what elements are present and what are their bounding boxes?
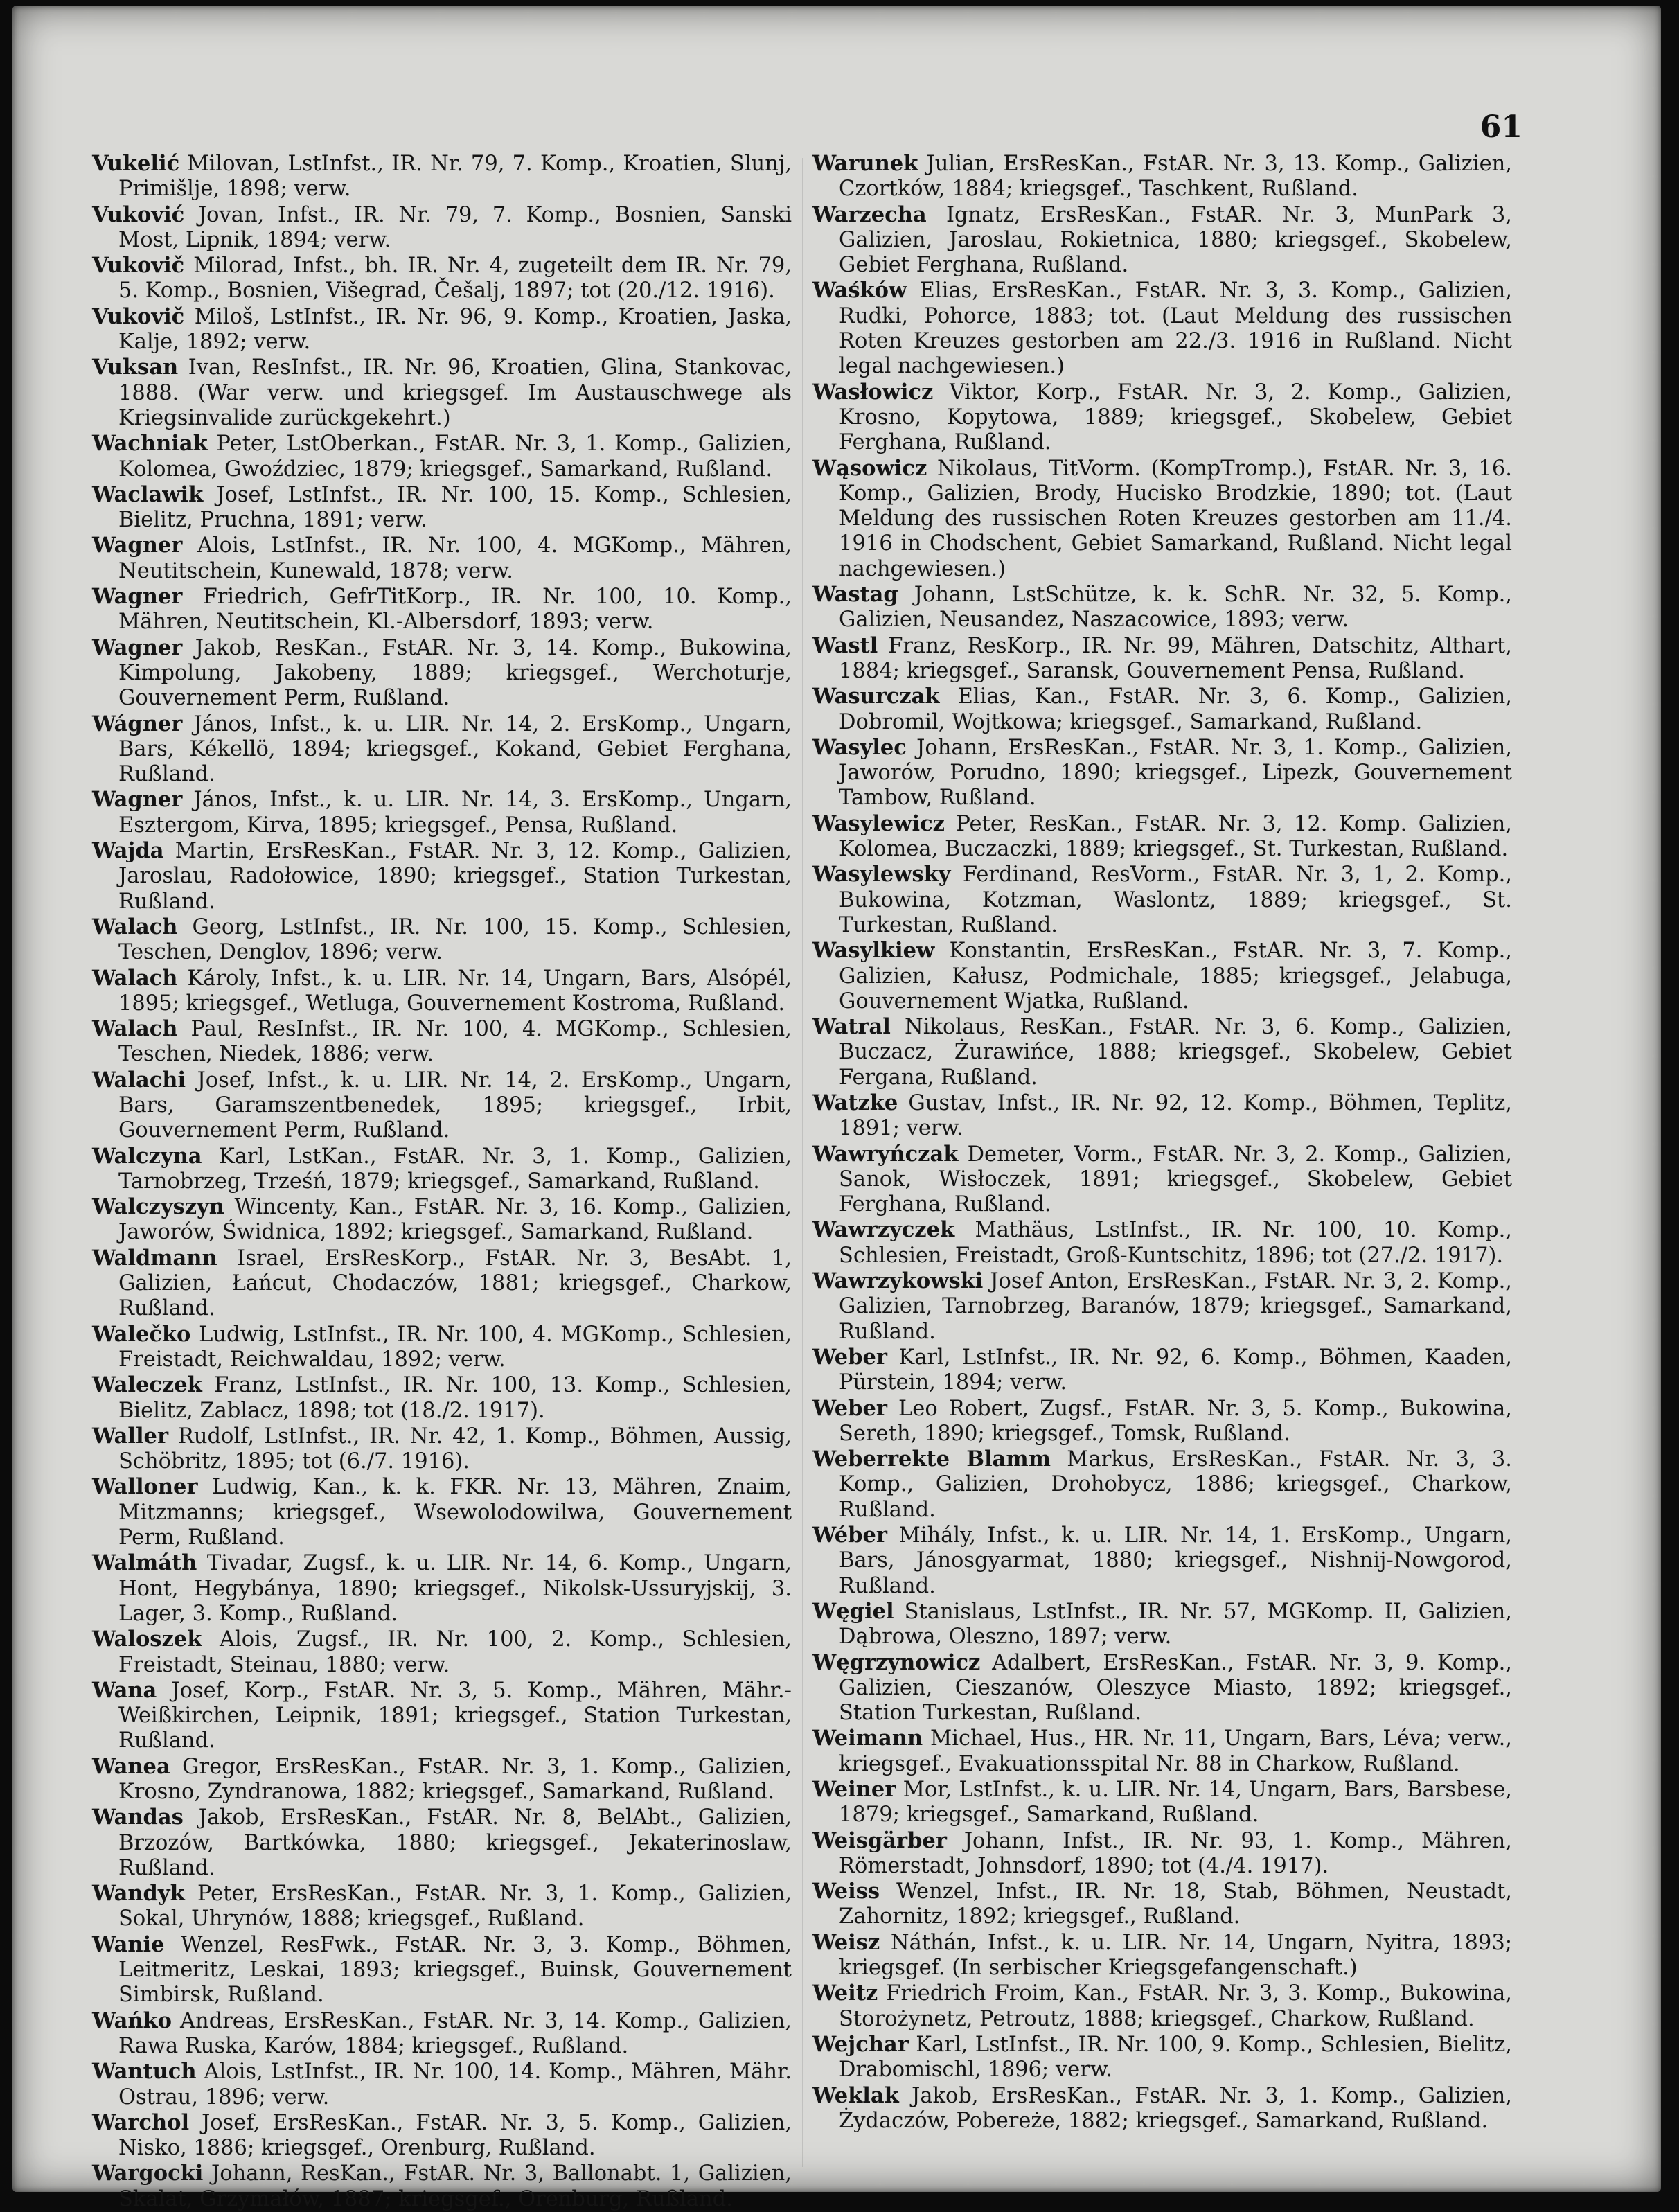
list-entry: [812, 1879, 1512, 1930]
list-entry: [92, 1372, 792, 1424]
entry-details: Milovan, LstInfst., IR. Nr. 79, 7. Komp., Kroatien, Slunj, Primišlje, 1898; verw.: [118, 152, 792, 202]
entry-details: Josef, Korp., FstAR. Nr. 3, 5. Komp., Mähren, Mähr.-Weißkirchen, Leipnik, 1891; kriegsgef., Station Turkestan, Rußland.: [118, 1678, 792, 1753]
entry-details: Andreas, ErsResKan., FstAR. Nr. 3, 14. Komp., Galizien, Rawa Ruska, Karów, 1884; kriegsgef., Rußland.: [118, 2008, 792, 2058]
entry-details: Gregor, ErsResKan., FstAR. Nr. 3, 1. Komp., Galizien, Krosno, Zyndranowa, 1882; kriegsgef., Samarkand, Rußland.: [118, 1754, 792, 1804]
entry-surname: Weimann: [812, 1726, 923, 1751]
entry-surname: Wasylkiew: [812, 938, 935, 964]
list-entry: [812, 456, 1512, 582]
right-column: [812, 151, 1512, 2181]
page-number: 61: [1480, 109, 1522, 145]
entry-surname: Warchol: [92, 2109, 190, 2135]
entry-surname: Węgrzynowicz: [812, 1649, 981, 1675]
list-entry: [812, 1217, 1512, 1268]
list-entry: [92, 1627, 792, 1678]
list-entry: [92, 1881, 792, 1932]
entry-details: Miloš, LstInfst., IR. Nr. 96, 9. Komp., Kroatien, Jaska, Kalje, 1892; verw.: [118, 304, 792, 355]
entry-surname: Wandyk: [92, 1881, 185, 1906]
list-entry: [812, 811, 1512, 862]
entry-details: Nikolaus, ResKan., FstAR. Nr. 3, 6. Komp., Galizien, Buczacz, Żurawińce, 1888; kriegsgef., Skobelew, Gebiet Fergana, Rußland.: [839, 1015, 1512, 1090]
entry-details: Josef Anton, ErsResKan., FstAR. Nr. 3, 2. Komp., Galizien, Tarnobrzeg, Baranów, 1879; kriegsgef., Samarkand, Rußland.: [839, 1269, 1512, 1344]
list-entry: [92, 202, 792, 254]
entry-surname: Wachniak: [92, 431, 208, 457]
entry-details: Viktor, Korp., FstAR. Nr. 3, 2. Komp., Galizien, Krosno, Kopytowa, 1889; kriegsgef., Skobelew, Gebiet Ferghana, Rußland.: [839, 380, 1512, 455]
entry-details: Rudolf, LstInfst., IR. Nr. 42, 1. Komp., Böhmen, Aussig, Schöbritz, 1895; tot (6./7. 1916).: [118, 1424, 792, 1474]
entry-details: Julian, ErsResKan., FstAR. Nr. 3, 13. Komp., Galizien, Czortków, 1884; kriegsgef., Taschkent, Rußland.: [839, 152, 1512, 202]
entry-surname: Weisgärber: [812, 1828, 947, 1853]
entry-details: Friedrich, GefrTitKorp., IR. Nr. 100, 10. Komp., Mähren, Neutitschein, Kl.-Albersdorf, 1893; verw.: [118, 585, 792, 635]
entry-surname: Walach: [92, 914, 178, 939]
list-entry: [812, 1014, 1512, 1090]
entry-surname: Wéber: [812, 1523, 887, 1548]
entry-details: Franz, LstInfst., IR. Nr. 100, 13. Komp., Schlesien, Bielitz, Zablacz, 1898; tot (18./2. 1917).: [118, 1373, 792, 1423]
list-entry: [92, 533, 792, 584]
entry-details: Gustav, Infst., IR. Nr. 92, 12. Komp., Böhmen, Teplitz, 1891; verw.: [839, 1090, 1512, 1141]
entry-surname: Walachi: [92, 1067, 186, 1092]
list-entry: [92, 1932, 792, 2008]
entry-surname: Waller: [92, 1423, 169, 1449]
entry-surname: Vukelić: [92, 151, 180, 176]
entry-details: Josef, LstInfst., IR. Nr. 100, 15. Komp., Schlesien, Bielitz, Pruchna, 1891; verw.: [118, 482, 792, 533]
entry-surname: Walloner: [92, 1474, 198, 1500]
entry-surname: Wana: [92, 1677, 157, 1703]
list-entry: [92, 1805, 792, 1881]
list-entry: [92, 304, 792, 355]
entry-surname: Weiss: [812, 1879, 880, 1904]
entry-details: Franz, ResKorp., IR. Nr. 99, Mähren, Datschitz, Althart, 1884; kriegsgef., Saransk, Gouvernement Pensa, Rußland.: [839, 633, 1512, 683]
list-entry: [92, 1550, 792, 1627]
list-entry: [812, 1142, 1512, 1218]
entry-surname: Weklak: [812, 2082, 899, 2108]
entry-details: Jakob, ErsResKan., FstAR. Nr. 8, BelAbt., Galizien, Brzozów, Bartkówka, 1880; kriegsgef., Jekaterinoslaw, Rußland.: [118, 1805, 792, 1880]
list-entry: [812, 582, 1512, 633]
entry-surname: Wanea: [92, 1753, 170, 1779]
list-entry: [92, 431, 792, 482]
list-entry: [812, 1268, 1512, 1345]
list-entry: [92, 966, 792, 1017]
list-entry: [92, 2059, 792, 2110]
entry-details: Ludwig, LstInfst., IR. Nr. 100, 4. MGKomp., Schlesien, Freistadt, Reichwaldau, 1892; verw.: [118, 1322, 792, 1372]
entry-surname: Wastag: [812, 582, 898, 608]
entry-details: Friedrich Froim, Kan., FstAR. Nr. 3, 3. Komp., Bukowina, Storożynetz, Petroutz, 1888; kriegsgef., Charkow, Rußland.: [839, 1981, 1512, 2031]
entry-surname: Wasylec: [812, 734, 907, 760]
entry-surname: Weberrekte Blamm: [812, 1446, 1051, 1472]
entry-surname: Waloszek: [92, 1627, 202, 1652]
entry-details: Alois, LstInfst., IR. Nr. 100, 4. MGKomp., Mähren, Neutitschein, Kunewald, 1878; verw.: [118, 533, 792, 583]
entry-surname: Walečko: [92, 1321, 191, 1347]
entry-surname: Warzecha: [812, 202, 927, 227]
entry-details: Ludwig, Kan., k. k. FKR. Nr. 13, Mähren, Znaim, Mitzmanns; kriegsgef., Wsewolodowilwa, Gouvernement Perm, Rußland.: [118, 1475, 792, 1550]
entry-surname: Wasurczak: [812, 684, 940, 709]
list-entry: [812, 938, 1512, 1014]
entry-surname: Wasylewicz: [812, 811, 945, 836]
entry-details: Ivan, ResInfst., IR. Nr. 96, Kroatien, Glina, Stankovac, 1888. (War verw. und kriegsgef. Im Austauschwege als Kriegsinvalide zurückgekehrt.): [118, 355, 792, 430]
entry-details: Karl, LstInfst., IR. Nr. 100, 9. Komp., Schlesien, Bielitz, Drabomischl, 1896; verw.: [839, 2032, 1512, 2082]
list-entry: [92, 1474, 792, 1550]
entry-details: Israel, ErsResKorp., FstAR. Nr. 3, BesAbt. 1, Galizien, Łańcut, Chodaczów, 1881; kriegsgef., Charkow, Rußland.: [118, 1246, 792, 1321]
list-entry: [92, 838, 792, 914]
entry-details: Mor, LstInfst., k. u. LIR. Nr. 14, Ungarn, Bars, Barsbese, 1879; kriegsgef., Samarkand, Rußland.: [839, 1778, 1512, 1828]
list-entry: [812, 1396, 1512, 1447]
entry-details: Milorad, Infst., bh. IR. Nr. 4, zugeteilt dem IR. Nr. 79, 5. Komp., Bosnien, Višegrad, Češalj, 1897; tot (20./12. 1916).: [118, 254, 792, 303]
list-entry: [812, 2083, 1512, 2134]
list-entry: [812, 1828, 1512, 1879]
entry-details: Tivadar, Zugsf., k. u. LIR. Nr. 14, 6. Komp., Ungarn, Hont, Hegybánya, 1890; kriegsgef., Nikolsk-Ussuryjskij, 3. Lager, 3. Komp., Rußland.: [118, 1551, 792, 1626]
entry-surname: Watral: [812, 1014, 891, 1040]
entry-details: Johann, ResKan., FstAR. Nr. 3, Ballonabt. 1, Galizien, Skalat, Grzymałów, 1887; kriegsgef., Orenburg, Rußland.: [118, 2161, 792, 2211]
entry-surname: Weber: [812, 1395, 887, 1421]
list-entry: [92, 1246, 792, 1322]
document-page: [12, 6, 1661, 2211]
list-entry: [92, 1144, 792, 1195]
entry-surname: Wagner: [92, 635, 183, 660]
list-entry: [812, 1345, 1512, 1396]
list-entry: [92, 1068, 792, 1144]
entry-details: Elias, ErsResKan., FstAR. Nr. 3, 3. Komp., Galizien, Rudki, Pohorce, 1883; tot. (Laut Meldung des russischen Roten Kreuzes gestorben am 22./3. 1916 in Rußland. Nicht legal nachgewiesen.): [839, 278, 1512, 379]
list-entry: [812, 151, 1512, 202]
list-entry: [92, 711, 792, 788]
list-entry: [812, 2032, 1512, 2083]
entry-details: Wincenty, Kan., FstAR. Nr. 3, 16. Komp., Galizien, Jaworów, Świdnica, 1892; kriegsgef., Samarkand, Rußland.: [118, 1195, 792, 1245]
entry-details: Wenzel, Infst., IR. Nr. 18, Stab, Böhmen, Neustadt, Zahornitz, 1892; kriegsgef., Rußland.: [839, 1879, 1512, 1929]
entry-details: Adalbert, ErsResKan., FstAR. Nr. 3, 9. Komp., Galizien, Cieszanów, Oleszyce Miasto, 1892; kriegsgef., Station Turkestan, Rußland.: [839, 1650, 1512, 1726]
entry-details: Peter, ResKan., FstAR. Nr. 3, 12. Komp. Galizien, Kolomea, Buczaczki, 1889; kriegsgef., St. Turkestan, Rußland.: [839, 811, 1512, 862]
entry-surname: Wandas: [92, 1805, 184, 1830]
entry-surname: Wasylewsky: [812, 862, 951, 887]
entry-details: Mathäus, LstInfst., IR. Nr. 100, 10. Komp., Schlesien, Freistadt, Groß-Kuntschitz, 1896; tot (27./2. 1917).: [839, 1218, 1513, 1268]
list-entry: [92, 584, 792, 635]
list-entry: [92, 1016, 792, 1068]
entry-surname: Weber: [812, 1344, 887, 1370]
list-entry: [812, 1726, 1512, 1777]
list-entry: [812, 633, 1512, 684]
entry-details: Konstantin, ErsResKan., FstAR. Nr. 3, 7. Komp., Galizien, Kałusz, Podmichale, 1885; kriegsgef., Jelabuga, Gouvernement Wjatka, Rußland.: [839, 939, 1512, 1014]
entry-details: Leo Robert, Zugsf., FstAR. Nr. 3, 5. Komp., Bukowina, Sereth, 1890; kriegsgef., Tomsk, Rußland.: [839, 1396, 1513, 1446]
entry-surname: Watzke: [812, 1090, 898, 1115]
entry-surname: Warunek: [812, 151, 918, 176]
entry-surname: Walach: [92, 965, 178, 991]
entry-details: Jakob, ResKan., FstAR. Nr. 3, 14. Komp., Bukowina, Kimpolung, Jakobeny, 1889; kriegsgef., Werchoturje, Gouvernement Perm, Rußland.: [118, 635, 792, 711]
entry-surname: Weitz: [812, 1981, 878, 2006]
list-entry: [812, 1981, 1512, 2032]
list-entry: [92, 482, 792, 533]
list-entry: [92, 787, 792, 838]
entry-surname: Wawryńczak: [812, 1141, 959, 1167]
list-entry: [812, 862, 1512, 938]
entry-surname: Węgiel: [812, 1598, 894, 1624]
entry-surname: Weisz: [812, 1929, 880, 1955]
entry-details: Náthán, Infst., k. u. LIR. Nr. 14, Ungarn, Nyitra, 1893; kriegsgef. (In serbischer Kriegsgefangenschaft.): [839, 1930, 1512, 1981]
entry-surname: Walczyna: [92, 1143, 202, 1169]
list-entry: [92, 1424, 792, 1475]
entry-surname: Waśków: [812, 278, 907, 303]
entry-surname: Wagner: [92, 584, 183, 610]
list-entry: [92, 253, 792, 304]
list-entry: [92, 2110, 792, 2161]
entry-details: Johann, ErsResKan., FstAR. Nr. 3, 1. Komp., Galizien, Jaworów, Porudno, 1890; kriegsgef., Lipezk, Gouvernement Tambow, Rußland.: [839, 735, 1512, 811]
entry-details: Jovan, Infst., IR. Nr. 79, 7. Komp., Bosnien, Sanski Most, Lipnik, 1894; verw.: [118, 202, 792, 252]
entry-details: Peter, LstOberkan., FstAR. Nr. 3, 1. Komp., Galizien, Kolomea, Gwoździec, 1879; kriegsgef., Samarkand, Rußland.: [118, 432, 792, 481]
entry-surname: Wawrzyczek: [812, 1217, 955, 1243]
entry-surname: Vuksan: [92, 355, 179, 380]
entry-surname: Wargocki: [92, 2161, 204, 2186]
entry-details: Ferdinand, ResVorm., FstAR. Nr. 3, 1, 2. Komp., Bukowina, Kotzman, Waslontz, 1889; kriegsgef., St. Turkestan, Rußland.: [839, 862, 1512, 937]
list-entry: [812, 1090, 1512, 1142]
entry-surname: Wejchar: [812, 2031, 909, 2057]
entry-surname: Vukovič: [92, 253, 185, 278]
entry-details: Jakob, ErsResKan., FstAR. Nr. 3, 1. Komp., Galizien, Żydaczów, Pobereże, 1882; kriegsgef., Samarkand, Rußland.: [839, 2083, 1512, 2133]
entry-details: Elias, Kan., FstAR. Nr. 3, 6. Komp., Galizien, Dobromil, Wojtkowa; kriegsgef., Samarkand, Rußland.: [839, 684, 1512, 734]
entry-surname: Wasłowicz: [812, 379, 934, 405]
entry-surname: Wagner: [92, 787, 183, 813]
entry-surname: Waleczek: [92, 1372, 202, 1398]
list-entry: [92, 2161, 792, 2212]
entry-details: Johann, Infst., IR. Nr. 93, 1. Komp., Mähren, Römerstadt, Johnsdorf, 1890; tot (4./4. 1917).: [839, 1828, 1512, 1878]
entry-details: Stanislaus, LstInfst., IR. Nr. 57, MGKomp. II, Galizien, Dąbrowa, Oleszno, 1897; verw.: [839, 1599, 1512, 1649]
entry-surname: Wanie: [92, 1931, 165, 1957]
entry-details: Johann, LstSchütze, k. k. SchR. Nr. 32, 5. Komp., Galizien, Neusandez, Naszacowice, 1893; verw.: [839, 583, 1512, 632]
entry-details: Karl, LstKan., FstAR. Nr. 3, 1. Komp., Galizien, Tarnobrzeg, Trześń, 1879; kriegsgef., Samarkand, Rußland.: [118, 1144, 792, 1194]
list-entry: [92, 151, 792, 202]
list-entry: [812, 735, 1512, 811]
entry-surname: Wastl: [812, 632, 878, 658]
entry-surname: Weiner: [812, 1777, 896, 1802]
entry-details: Paul, ResInfst., IR. Nr. 100, 4. MGKomp., Schlesien, Teschen, Niedek, 1886; verw.: [118, 1017, 792, 1067]
list-entry: [92, 635, 792, 711]
entry-details: Michael, Hus., HR. Nr. 11, Ungarn, Bars, Léva; verw., kriegsgef., Evakuationsspital Nr. 88 in Charkow, Rußland.: [839, 1726, 1512, 1776]
list-entry: [92, 1754, 792, 1805]
list-entry: [812, 202, 1512, 278]
list-entry: [92, 355, 792, 431]
entry-details: Karl, LstInfst., IR. Nr. 92, 6. Komp., Böhmen, Kaaden, Pürstein, 1894; verw.: [839, 1345, 1512, 1395]
entry-details: Josef, Infst., k. u. LIR. Nr. 14, 2. ErsKomp., Ungarn, Bars, Garamszentbenedek, 1895; kriegsgef., Irbit, Gouvernement Perm, Rußland.: [118, 1068, 792, 1143]
entry-surname: Waclawik: [92, 481, 204, 507]
entry-details: Károly, Infst., k. u. LIR. Nr. 14, Ungarn, Bars, Alsópél, 1895; kriegsgef., Wetluga, Gouvernement Kostroma, Rußland.: [118, 966, 792, 1016]
entry-details: János, Infst., k. u. LIR. Nr. 14, 2. ErsKomp., Ungarn, Bars, Kékellö, 1894; kriegsgef., Kokand, Gebiet Ferghana, Rußland.: [118, 711, 792, 787]
entry-details: Georg, LstInfst., IR. Nr. 100, 15. Komp., Schlesien, Teschen, Denglov, 1896; verw.: [118, 914, 792, 965]
entry-surname: Wańko: [92, 2008, 172, 2033]
list-entry: [812, 1523, 1512, 1599]
list-entry: [812, 684, 1512, 735]
list-entry: [812, 1930, 1512, 1981]
entry-surname: Wágner: [92, 711, 183, 736]
entry-details: Demeter, Vorm., FstAR. Nr. 3, 2. Komp., Galizien, Sanok, Wisłoczek, 1891; kriegsgef., Skobelew, Gebiet Ferghana, Rußland.: [839, 1142, 1512, 1217]
entry-details: Wenzel, ResFwk., FstAR. Nr. 3, 3. Komp., Böhmen, Leitmeritz, Leskai, 1893; kriegsgef., Buinsk, Gouvernement Simbirsk, Rußland.: [118, 1932, 792, 2008]
entry-surname: Waldmann: [92, 1245, 217, 1271]
list-entry: [812, 380, 1512, 456]
list-entry: [92, 914, 792, 966]
entry-surname: Vukovič: [92, 303, 185, 329]
entry-surname: Walczyszyn: [92, 1194, 224, 1220]
column-divider: [802, 158, 803, 2167]
list-entry: [92, 1194, 792, 1246]
entry-details: Alois, LstInfst., IR. Nr. 100, 14. Komp., Mähren, Mähr. Ostrau, 1896; verw.: [118, 2060, 792, 2109]
list-entry: [812, 1777, 1512, 1828]
list-entry: [92, 1322, 792, 1373]
entry-details: János, Infst., k. u. LIR. Nr. 14, 3. ErsKomp., Ungarn, Esztergom, Kirva, 1895; kriegsgef., Pensa, Rußland.: [118, 788, 792, 838]
left-column: [92, 151, 792, 2211]
entry-surname: Vuković: [92, 202, 185, 227]
entry-surname: Wąsowicz: [812, 455, 927, 481]
list-entry: [812, 278, 1512, 379]
entry-details: Martin, ErsResKan., FstAR. Nr. 3, 12. Komp., Galizien, Jaroslau, Radołowice, 1890; kriegsgef., Station Turkestan, Rußland.: [118, 839, 792, 914]
entry-surname: Walach: [92, 1016, 178, 1042]
entry-details: Ignatz, ErsResKan., FstAR. Nr. 3, MunPark 3, Galizien, Jaroslau, Rokietnica, 1880; kriegsgef., Skobelew, Gebiet Ferghana, Rußland.: [839, 202, 1512, 278]
entry-details: Mihály, Infst., k. u. LIR. Nr. 14, 1. ErsKomp., Ungarn, Bars, Jánosgyarmat, 1880; kriegsgef., Nishnij-Nowgorod, Rußland.: [839, 1523, 1512, 1598]
entry-surname: Walmáth: [92, 1550, 197, 1576]
entry-surname: Wagner: [92, 533, 183, 558]
list-entry: [812, 1446, 1512, 1523]
list-entry: [812, 1599, 1512, 1650]
entry-details: Josef, ErsResKan., FstAR. Nr. 3, 5. Komp., Galizien, Nisko, 1886; kriegsgef., Orenburg, Rußland.: [118, 2110, 792, 2161]
list-entry: [92, 2008, 792, 2060]
entry-surname: Wantuch: [92, 2059, 197, 2085]
entry-details: Markus, ErsResKan., FstAR. Nr. 3, 3. Komp., Galizien, Drohobycz, 1886; kriegsgef., Charkow, Rußland.: [839, 1447, 1512, 1522]
entry-surname: Wajda: [92, 838, 164, 864]
list-entry: [812, 1650, 1512, 1726]
entry-details: Alois, Zugsf., IR. Nr. 100, 2. Komp., Schlesien, Freistadt, Steinau, 1880; verw.: [118, 1627, 792, 1677]
entry-details: Nikolaus, TitVorm. (KompTromp.), FstAR. Nr. 3, 16. Komp., Galizien, Brody, Hucisko Brodzkie, 1890; tot. (Laut Meldung des russischen Roten Kreuzes gestorben am 11./4. 1916 in Chodschent, Gebiet Samarkand, Rußland. Nicht legal nachgewiesen.): [839, 456, 1512, 581]
list-entry: [92, 1678, 792, 1754]
entry-details: Peter, ErsResKan., FstAR. Nr. 3, 1. Komp., Galizien, Sokal, Uhrynów, 1888; kriegsgef., Rußland.: [118, 1882, 792, 1931]
entry-surname: Wawrzykowski: [812, 1268, 984, 1294]
